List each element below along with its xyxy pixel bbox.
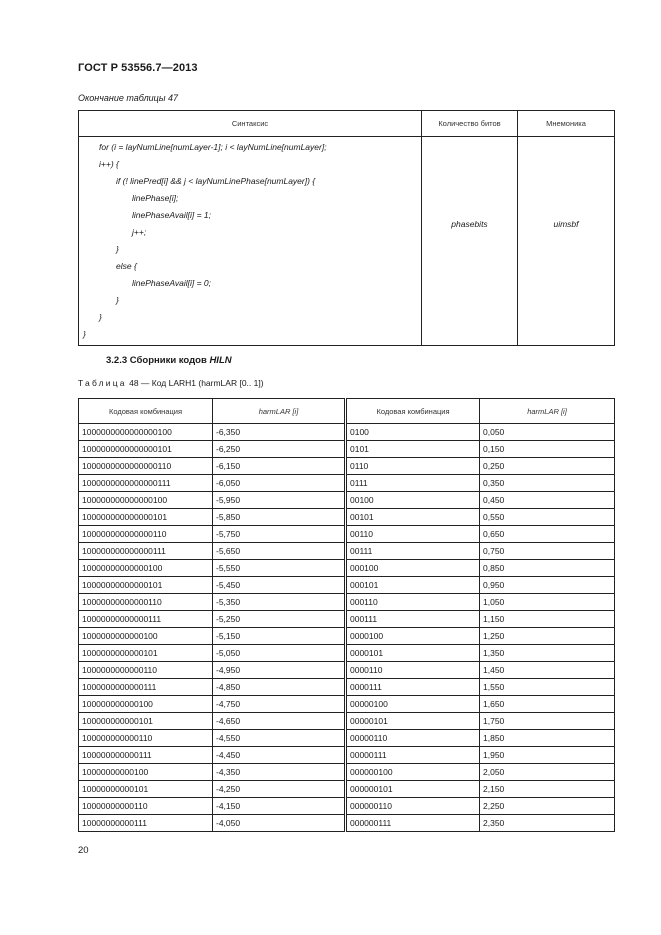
page-number: 20 [78,845,89,856]
code-cell: 0000100 [346,628,480,645]
code-cell: 00000100 [346,696,480,713]
code-cell: 0110 [346,458,480,475]
code-cell: 1000000000000000110 [79,458,213,475]
table-row [79,441,615,458]
code-line: } [116,295,119,305]
code-cell: 1000000000000110 [79,662,213,679]
code-cell: 0100 [346,424,480,441]
mnemonic-column-header: Мнемоника [518,111,615,137]
harmlar-value-cell: 0,850 [480,560,615,577]
harmlar-value-cell: -5,450 [213,577,346,594]
table-row [79,424,615,441]
harmlar-value-cell: -4,350 [213,764,346,781]
section-title-emphasis: HILN [209,355,232,366]
harmlar-value-cell: -4,150 [213,798,346,815]
code-cell: 100000000000000110 [79,526,213,543]
harmlar-column-header: harmLAR [i] [213,399,346,424]
code-cell: 1000000000000111 [79,679,213,696]
table-row [79,594,615,611]
table-row [79,747,615,764]
code-line: linePhaseAvail[i] = 0; [132,278,211,288]
code-cell: 10000000000111 [79,815,213,832]
code-table-header-row [79,399,615,424]
harmlar-value-cell: 0,450 [480,492,615,509]
table-row [79,611,615,628]
code-cell: 10000000000000101 [79,577,213,594]
syntax-table [78,110,615,346]
harmlar-value-cell: -5,950 [213,492,346,509]
code-cell: 100000000000000101 [79,509,213,526]
harmlar-value-cell: 0,950 [480,577,615,594]
harmlar-value-cell: -5,650 [213,543,346,560]
document-header: ГОСТ Р 53556.7—2013 [78,62,198,74]
code-cell: 000000111 [346,815,480,832]
harmlar-value-cell: -4,950 [213,662,346,679]
harmlar-value-cell: 1,750 [480,713,615,730]
code-line: for (i = layNumLine[numLayer-1]; i < layNumLine[numLayer]; [99,142,327,152]
harmlar-value-cell: 0,250 [480,458,615,475]
code-line: } [83,329,86,339]
section-title: Сборники кодов [129,355,207,366]
harmlar-value-cell: 1,350 [480,645,615,662]
code-line: i++) { [99,159,119,169]
section-number: 3.2.3 [106,355,128,366]
table-row [79,492,615,509]
table48-caption-label: Таблица [78,378,127,388]
table-row [79,764,615,781]
mnemonic-value: uimsbf [553,219,579,229]
syntax-column-header: Синтаксис [79,111,422,137]
harmlar-value-cell: 2,350 [480,815,615,832]
harmlar-value-cell: -6,150 [213,458,346,475]
harmlar-value-cell: -4,550 [213,730,346,747]
harmlar-value-cell: -6,350 [213,424,346,441]
code-cell: 10000000000101 [79,781,213,798]
harmlar-value-cell: -5,550 [213,560,346,577]
table-row [79,815,615,832]
table-row [79,475,615,492]
code-cell: 100000000000110 [79,730,213,747]
code-cell: 0000111 [346,679,480,696]
section-heading [106,355,232,366]
harmlar-value-cell: -4,650 [213,713,346,730]
code-cell: 00110 [346,526,480,543]
code-cell: 10000000000110 [79,798,213,815]
code-line: linePhaseAvail[i] = 1; [132,210,211,220]
harmlar-value-cell: 2,150 [480,781,615,798]
harmlar-value-cell: -4,450 [213,747,346,764]
harmlar-value-cell: -4,750 [213,696,346,713]
code-cell: 0101 [346,441,480,458]
bits-value: phasebits [451,219,488,229]
syntax-table-header-row [79,111,615,137]
code-cell: 10000000000000111 [79,611,213,628]
mnemonic-cell [518,137,615,346]
harmlar-value-cell: -5,150 [213,628,346,645]
code-column-header: Кодовая комбинация [346,399,480,424]
table-row [79,509,615,526]
code-column-header: Кодовая комбинация [79,399,213,424]
code-line: j++; [132,227,147,237]
code-cell: 1000000000000000101 [79,441,213,458]
harmlar-value-cell: 0,550 [480,509,615,526]
table-row [79,543,615,560]
code-cell: 000000101 [346,781,480,798]
code-line: if (! linePred[i] && j < layNumLinePhase[numLayer]) { [116,176,316,186]
table-row [79,713,615,730]
harmlar-value-cell: 0,750 [480,543,615,560]
code-cell: 100000000000100 [79,696,213,713]
harmlar-value-cell: -5,750 [213,526,346,543]
harmlar-value-cell: 0,350 [480,475,615,492]
harmlar-value-cell: 1,650 [480,696,615,713]
code-cell: 00000111 [346,747,480,764]
harmlar-value-cell: -4,050 [213,815,346,832]
harmlar-value-cell: 2,050 [480,764,615,781]
syntax-code-cell [79,137,422,346]
harmlar-value-cell: -6,250 [213,441,346,458]
bits-cell [422,137,518,346]
code-cell: 1000000000000000100 [79,424,213,441]
code-cell: 10000000000000100 [79,560,213,577]
syntax-table-row [79,137,615,346]
code-line: else { [116,261,137,271]
harmlar-value-cell: 0,150 [480,441,615,458]
harmlar-value-cell: -5,850 [213,509,346,526]
code-cell: 00111 [346,543,480,560]
code-line: } [99,312,102,322]
code-cell: 1000000000000101 [79,645,213,662]
harmlar-value-cell: 1,150 [480,611,615,628]
code-cell: 10000000000100 [79,764,213,781]
harmlar-value-cell: -4,250 [213,781,346,798]
harmlar-value-cell: -4,850 [213,679,346,696]
code-cell: 000111 [346,611,480,628]
code-cell: 000000110 [346,798,480,815]
harmlar-value-cell: -5,250 [213,611,346,628]
code-cell: 100000000000101 [79,713,213,730]
harmlar-value-cell: 1,250 [480,628,615,645]
harmlar-value-cell: -6,050 [213,475,346,492]
table-row [79,560,615,577]
code-table [78,398,615,832]
code-cell: 00000110 [346,730,480,747]
harmlar-value-cell: 0,650 [480,526,615,543]
harmlar-value-cell: 1,550 [480,679,615,696]
table-row [79,730,615,747]
table47-caption: Окончание таблицы 47 [78,93,178,103]
table-row [79,458,615,475]
table48-caption-text: 48 — Код LARH1 (harmLAR [0.. 1]) [129,378,264,388]
table-row [79,628,615,645]
code-cell: 000110 [346,594,480,611]
code-cell: 000000100 [346,764,480,781]
table-row [79,781,615,798]
harmlar-value-cell: 1,050 [480,594,615,611]
code-line: linePhase[i]; [132,193,179,203]
code-cell: 00000101 [346,713,480,730]
harmlar-value-cell: 1,450 [480,662,615,679]
code-cell: 000100 [346,560,480,577]
table-row [79,577,615,594]
code-cell: 0111 [346,475,480,492]
table-row [79,798,615,815]
table-row [79,696,615,713]
code-cell: 1000000000000100 [79,628,213,645]
code-line: } [116,244,119,254]
table-row [79,526,615,543]
code-cell: 00100 [346,492,480,509]
harmlar-value-cell: 1,950 [480,747,615,764]
table-row [79,645,615,662]
harmlar-column-header: harmLAR [i] [480,399,615,424]
harmlar-value-cell: -5,350 [213,594,346,611]
bits-column-header: Количество битов [422,111,518,137]
code-cell: 10000000000000110 [79,594,213,611]
harmlar-value-cell: 0,050 [480,424,615,441]
code-cell: 1000000000000000111 [79,475,213,492]
harmlar-value-cell: -5,050 [213,645,346,662]
harmlar-value-cell: 2,250 [480,798,615,815]
code-cell: 00101 [346,509,480,526]
table-row [79,679,615,696]
code-cell: 0000101 [346,645,480,662]
table48-caption [78,378,264,388]
table-row [79,662,615,679]
code-cell: 000101 [346,577,480,594]
code-cell: 100000000000111 [79,747,213,764]
code-cell: 0000110 [346,662,480,679]
harmlar-value-cell: 1,850 [480,730,615,747]
code-cell: 100000000000000111 [79,543,213,560]
code-cell: 100000000000000100 [79,492,213,509]
